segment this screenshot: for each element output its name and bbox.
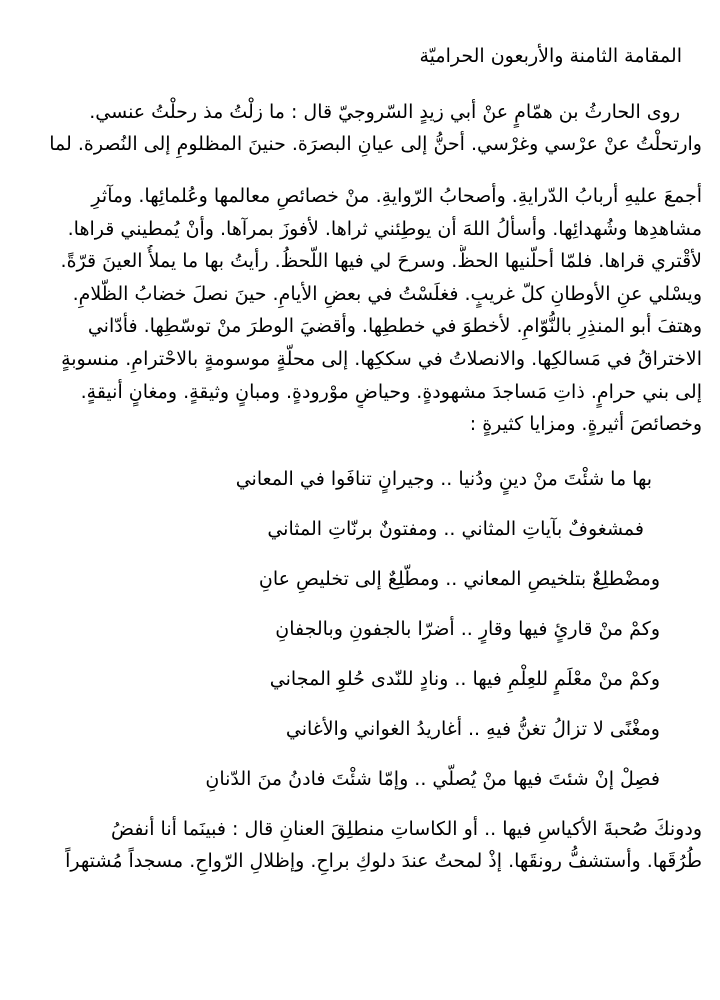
poem-verse: بها ما شئْتَ منْ دينٍ ودُنيا .. وجيرانٍ تنافَوا في المعاني: [235, 467, 652, 490]
text-line: وخصائصَ أثيرةٍ. ومزايا كثيرةٍ :: [469, 413, 702, 436]
paragraph-2: [18, 180, 702, 441]
poem-verse: ومضْطلِعٌ بتلخيصِ المعاني .. ومطّلِعٌ إلى تخليصِ عانِ: [258, 567, 660, 590]
text-line: الاختراقُ في مَسالكِها. والانصلاتُ في سككِها. إلى محلّةٍ موسومةٍ بالاحْترامِ. منسوبةٍ: [61, 347, 702, 370]
text-line: أجمعَ عليهِ أربابُ الدّرايةِ. وأصحابُ الرّوايةِ. منْ خصائصِ معالمها وعُلمائِها. ومآثرِ: [91, 185, 702, 207]
paragraph-1: [18, 96, 702, 160]
poem-verse: فمشغوفٌ بآياتِ المثاني .. ومفتونٌ برنّاتِ المثاني: [267, 517, 644, 540]
document-title: المقامة الثامنة والأربعون الحراميّة: [419, 45, 682, 67]
poem-verse: وكمْ منْ معْلَمٍ للعِلْمِ فيها .. ونادٍ للنّدى حُلوِ المجاني: [269, 667, 660, 690]
text-line: ودونكَ صُحبةَ الأكياسِ فيها .. أو الكاساتِ منطلِقَ العنانِ قال : فبينَما أنا أنفضُ: [111, 817, 702, 840]
text-line: لأقْتري قراها. فلمّا أحلّنيها الحظُّ. وسرحَ لي فيها اللّحظُ. رأيتُ بها ما يملأُ العينَ قرّةً.: [60, 250, 702, 273]
poem-verse: فصِلْ إنْ شئتَ فيها منْ يُصلّي .. وإمّا شئْتَ فادنُ منَ الدّنانِ: [205, 767, 660, 790]
poem-verse: ومغْنًى لا تزالُ تغنُّ فيهِ .. أغاريدُ الغواني والأغاني: [285, 717, 660, 740]
text-line: مشاهدِها وشُهدائِها. وأسألُ اللهَ أن يوطِئني ثراها. لأفوزَ بمرآها. وأنْ يُمطيني قراها.: [67, 217, 702, 240]
text-line: ويسْلي عنِ الأوطانِ كلّ غريبٍ. فغلَسْتُ في بعضِ الأيامِ. حينَ نصلَ خضابُ الظّلامِ.: [72, 282, 702, 305]
poem-verses: [18, 463, 702, 813]
text-line: وارتحلْتُ عنْ عرْسي وغرْسي. أحنُّ إلى عيانِ البصرَة. حنينَ المظلومِ إلى النُصرة. لما: [49, 133, 702, 155]
text-line: روى الحارثُ بن همّامٍ عنْ أبي زيدٍ السّروجيّ قال : ما زلْتُ مذ رحلْتُ عنسي.: [89, 101, 680, 123]
text-line: طُرُقَها. وأستشفُّ رونقَها. إذْ لمحتُ عندَ دلوكِ براحِ. وإظلالِ الرّواحِ. مسجداً مُشتهراً: [65, 849, 702, 872]
paragraph-3: [18, 813, 702, 877]
text-line: إلى بني حرامٍ. ذاتِ مَساجدَ مشهودةٍ. وحياضٍ موْرودةٍ. ومبانٍ وثيقةٍ. ومغانٍ أنيقةٍ.: [80, 380, 702, 403]
poem-verse: وكمْ منْ قارئٍ فيها وقارٍ .. أضرّا بالجفونِ وبالجفانِ: [275, 617, 660, 640]
text-line: وهتفَ أبو المنذِرِ بالنُّوّامِ. لأخطوَ في خططِها. وأقضيَ الوطرَ منْ توسّطِها. فأدّاني: [87, 315, 702, 338]
